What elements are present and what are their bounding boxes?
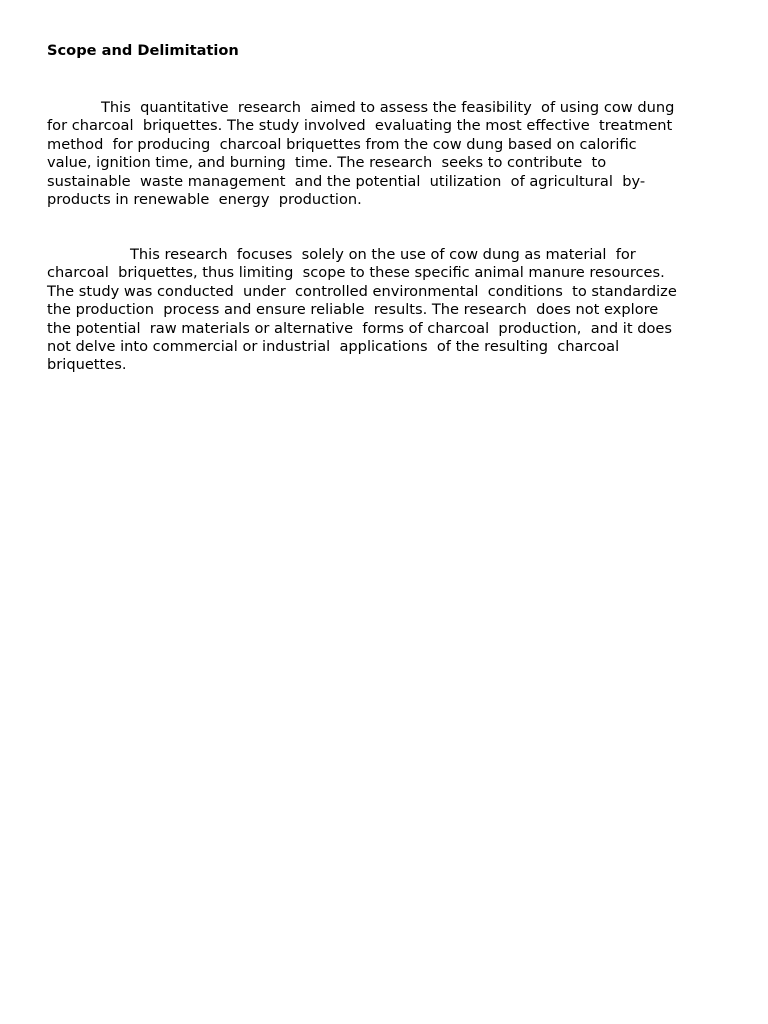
paragraph-line: briquettes. (47, 356, 127, 374)
paragraph-line: This quantitative research aimed to assess the feasibility of using cow dung (101, 99, 675, 116)
paragraph-line: charcoal briquettes, thus limiting scope to these specific animal manure resources. (47, 264, 665, 282)
paragraph-line: method for producing charcoal briquettes from the cow dung based on calorific (47, 135, 637, 153)
paragraph-delimitation (47, 246, 727, 375)
paragraph-line: This research focuses solely on the use of cow dung as material for (130, 246, 636, 263)
paragraph-line: the production process and ensure reliable results. The research does not explore (47, 301, 659, 319)
paragraph-line: products in renewable energy production. (47, 191, 362, 209)
paragraph-line: for charcoal briquettes. The study involved evaluating the most effective treatment (47, 117, 673, 135)
paragraph-scope (47, 99, 727, 209)
paragraph-line: value, ignition time, and burning time. The research seeks to contribute to (47, 154, 607, 172)
section-heading: Scope and Delimitation (47, 42, 239, 59)
paragraph-line: The study was conducted under controlled environmental conditions to standardize (47, 282, 677, 300)
paragraph-line: sustainable waste management and the potential utilization of agricultural by- (47, 172, 646, 190)
paragraph-line: the potential raw materials or alternative forms of charcoal production, and it does (47, 319, 672, 337)
paragraph-line: not delve into commercial or industrial applications of the resulting charcoal (47, 338, 620, 356)
